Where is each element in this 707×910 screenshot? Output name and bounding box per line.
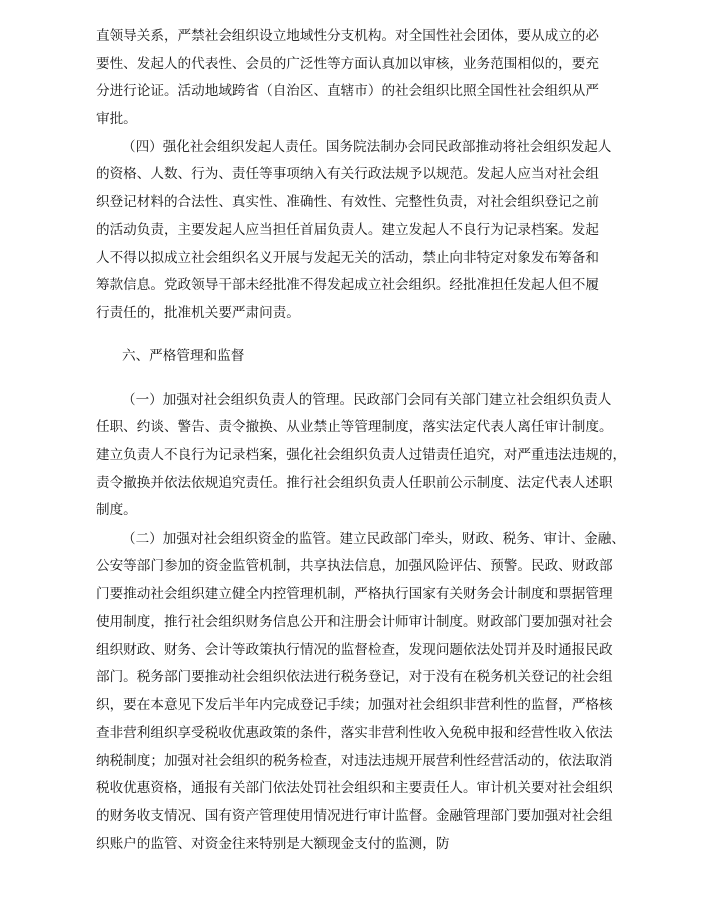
text-line: 税收优惠资格，通报有关部门依法处罚社会组织和主要责任人。审计机关要对社会组织	[96, 780, 613, 796]
text-line: 使用制度，推行社会组织财务信息公开和注册会计师审计制度。财政部门要加强对社会	[96, 614, 613, 630]
text-line: 审批。	[96, 111, 137, 127]
text-line: 织账户的监管、对资金往来特别是大额现金支付的监测，防	[96, 836, 450, 852]
text-line: 部门。税务部门要推动社会组织依法进行税务登记，对于没有在税务机关登记的社会组	[96, 669, 613, 685]
text-line: 织，要在本意见下发后半年内完成登记手续；加强对社会组织非营利性的监督，严格核	[96, 697, 613, 713]
text-line: 任职、约谈、警告、责令撤换、从业禁止等管理制度，落实法定代表人离任审计制度。	[96, 419, 613, 435]
text-line: 的活动负责，主要发起人应当担任首届负责人。建立发起人不良行为记录档案。发起	[96, 222, 599, 238]
text-line: 行责任的，批准机关要严肃问责。	[96, 305, 300, 321]
text-line: 公安等部门参加的资金监管机制，共享执法信息，加强风险评估、预警。民政、财政部	[96, 558, 613, 574]
text-line: 筹款信息。党政领导干部未经批准不得发起成立社会组织。经批准担任发起人但不履	[96, 277, 599, 293]
text-line: 直领导关系，严禁社会组织设立地域性分支机构。对全国性社会团体，要从成立的必	[96, 28, 599, 44]
text-line: 组织财政、财务、会计等政策执行情况的监督检查，发现问题依法处罚并及时通报民政	[96, 642, 613, 658]
paragraph-heading: （四）强化社会组织发起人责任。国务院法制办会同民政部推动将社会组织发起人	[122, 139, 612, 155]
text-line: 分进行论证。活动地域跨省（自治区、直辖市）的社会组织比照全国性社会组织从严	[96, 83, 599, 99]
text-line: 的财务收支情况、国有资产管理使用情况进行审计监督。金融管理部门要加强对社会组	[96, 808, 613, 824]
text-line: 责令撤换并依法依规追究责任。推行社会组织负责人任职前公示制度、法定代表人述职	[96, 475, 613, 491]
section-heading: 六、严格管理和监督	[122, 348, 245, 364]
text-line: 织登记材料的合法性、真实性、准确性、有效性、完整性负责，对社会组织登记之前	[96, 194, 599, 210]
text-line: 制度。	[96, 502, 137, 518]
text-line: 门要推动社会组织建立健全内控管理机制，严格执行国家有关财务会计制度和票据管理	[96, 586, 613, 602]
text-line: 要性、发起人的代表性、会员的广泛性等方面认真加以审核，业务范围相似的，要充	[96, 56, 599, 72]
text-line: 的资格、人数、行为、责任等事项纳入有关行政法规予以规范。发起人应当对社会组	[96, 166, 599, 182]
paragraph-heading: （一）加强对社会组织负责人的管理。民政部门会同有关部门建立社会组织负责人	[122, 392, 612, 408]
text-line: 人不得以拟成立社会组织名义开展与发起无关的活动，禁止向非特定对象发布筹备和	[96, 250, 599, 266]
text-line: 建立负责人不良行为记录档案，强化社会组织负责人过错责任追究，对严重违法违规的，	[96, 447, 627, 463]
paragraph-heading: （二）加强对社会组织资金的监管。建立民政部门牵头，财政、税务、审计、金融、	[122, 531, 625, 547]
text-line: 查非营利组织享受税收优惠政策的条件，落实非营利性收入免税申报和经营性收入依法	[96, 725, 613, 741]
text-line: 纳税制度；加强对社会组织的税务检查，对违法违规开展营利性经营活动的，依法取消	[96, 753, 613, 769]
